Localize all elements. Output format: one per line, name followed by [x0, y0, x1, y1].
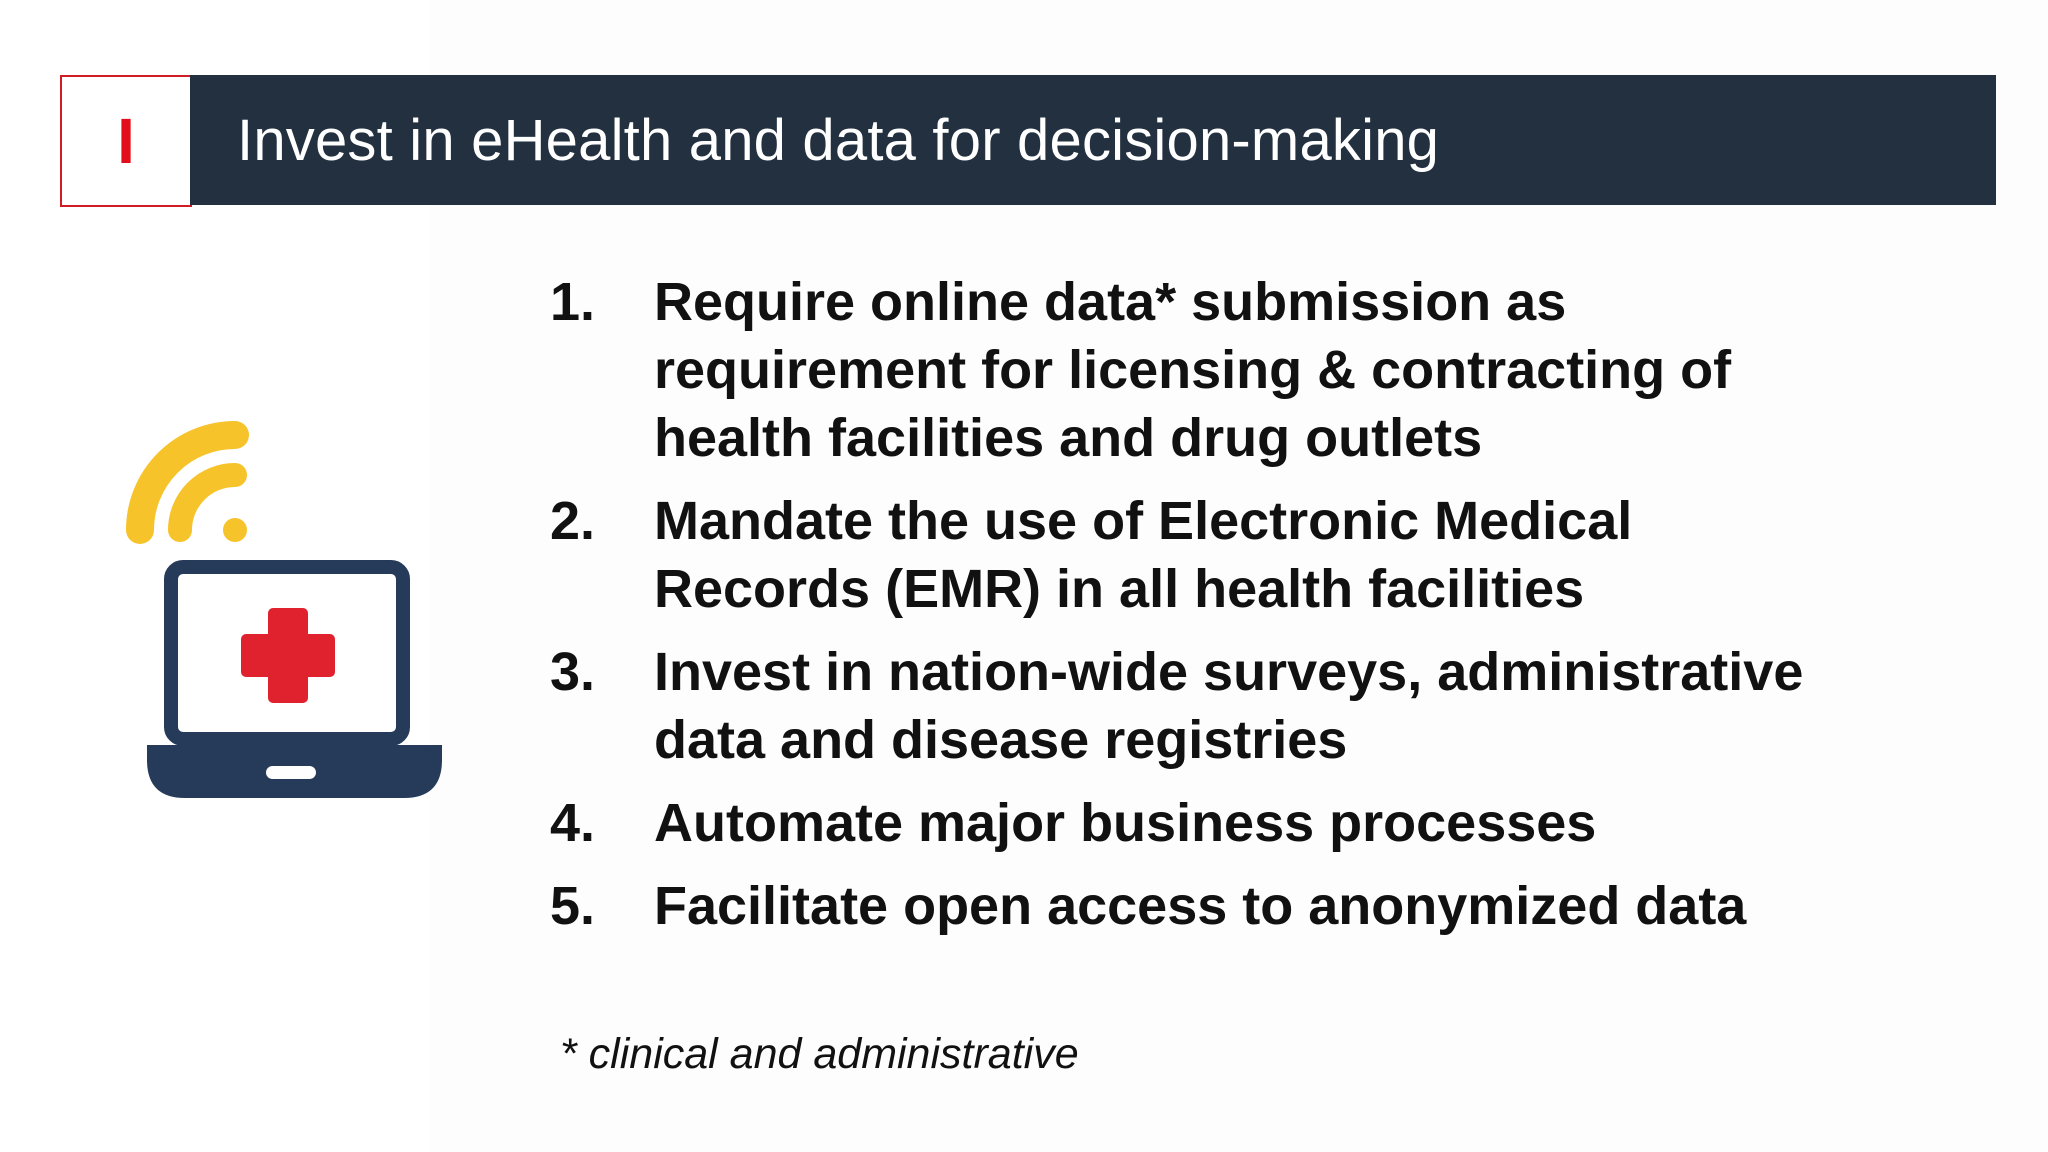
medical-cross-icon [241, 608, 335, 703]
list-item [550, 789, 1990, 857]
list-item [550, 638, 1990, 774]
list-item-text: Mandate the use of Electronic Medical Records (EMR) in all health facilities [654, 491, 1633, 619]
list-item [550, 487, 1990, 623]
list-item-number: 3. [550, 642, 596, 702]
wifi-icon [140, 435, 247, 542]
list-item-text: Automate major business processes [654, 793, 1597, 853]
section-index-box [60, 75, 192, 207]
title-bar [60, 75, 1996, 205]
title-band [190, 75, 1996, 205]
list-item-number: 1. [550, 272, 596, 332]
list-item-number: 5. [550, 876, 596, 936]
action-list [550, 268, 1990, 955]
list-item-number: 2. [550, 491, 596, 551]
list-item-text: Require online data* submission as requirement for licensing & contracting of health facilities and drug outlets [654, 272, 1732, 468]
list-item [550, 268, 1990, 472]
list-item-text: Facilitate open access to anonymized data [654, 876, 1747, 936]
list-item-text: Invest in nation-wide surveys, administrative data and disease registries [654, 642, 1804, 770]
slide-title: Invest in eHealth and data for decision-making [237, 107, 1440, 173]
list-item [550, 872, 1990, 940]
footnote: * clinical and administrative [560, 1030, 1079, 1078]
list-item-number: 4. [550, 793, 596, 853]
section-index-mark: I [117, 105, 135, 177]
laptop-medical-wifi-icon [125, 420, 445, 810]
